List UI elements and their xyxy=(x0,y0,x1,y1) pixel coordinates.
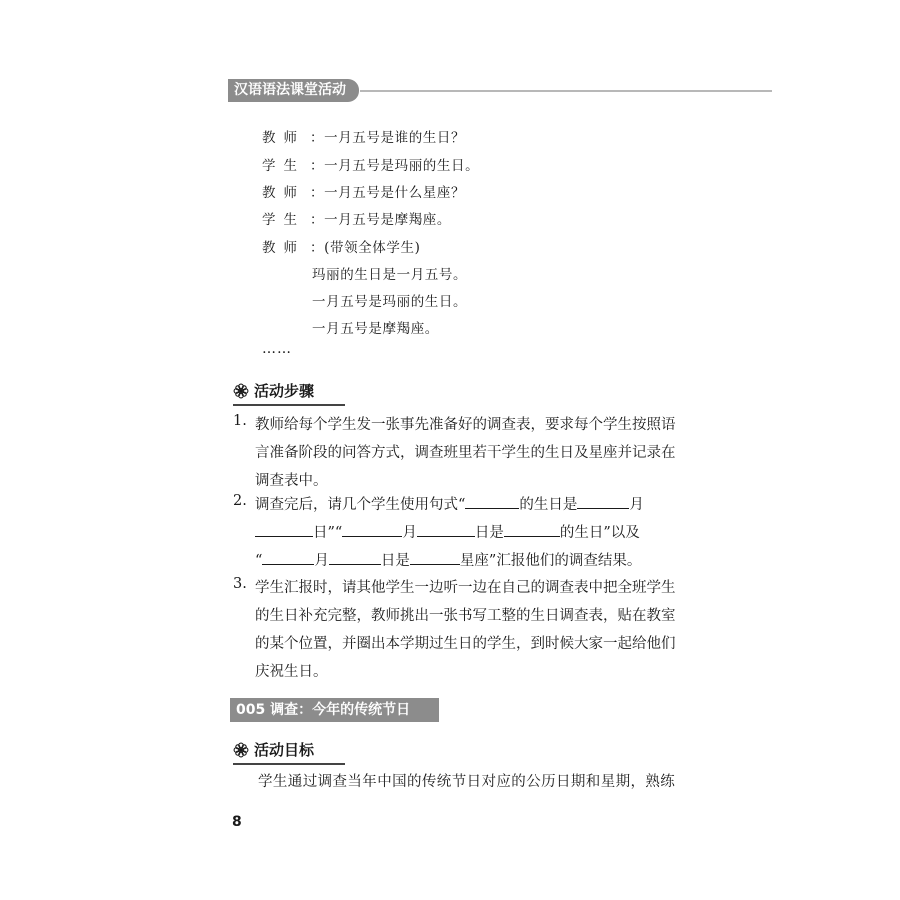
step-text: 日是 xyxy=(380,553,410,569)
dialogue-speaker: 学生 xyxy=(262,212,305,228)
activity-banner: 005 调查：今年的传统节日 xyxy=(230,698,439,722)
dialogue-text: ：一月五号是什么星座？ xyxy=(310,185,466,201)
step-line: 的生日补充完整，教师挑出一张书写工整的生日调查表，贴在教室 xyxy=(255,608,676,624)
step-line: 庆祝生日。 xyxy=(255,664,328,680)
step-line: 学生汇报时，请其他学生一边听一边在自己的调查表中把全班学生 xyxy=(255,580,676,596)
fill-blank xyxy=(465,495,519,509)
goal-paragraph: 学生通过调查当年中国的传统节日对应的公历日期和星期，熟练 xyxy=(258,774,676,790)
fill-blank xyxy=(255,523,313,537)
step-line xyxy=(255,493,644,514)
fill-blank xyxy=(329,551,381,565)
step-line: 的某个位置，并圈出本学期过生日的学生，到时候大家一起给他们 xyxy=(255,636,676,652)
dialogue-indented-line: 一月五号是玛丽的生日。 xyxy=(312,294,468,310)
step-line xyxy=(255,549,641,570)
dialogue-text: ：(带领全体学生) xyxy=(310,240,421,256)
step-line xyxy=(255,521,640,542)
fill-blank xyxy=(417,523,475,537)
fill-blank xyxy=(504,523,560,537)
step-text: 日是 xyxy=(474,525,504,541)
flower-icon xyxy=(233,383,249,399)
dialogue-speaker: 教师 xyxy=(262,240,305,256)
fill-blank xyxy=(410,551,460,565)
dialogue-indented-line: 一月五号是摩羯座。 xyxy=(312,321,439,337)
step-number: 2. xyxy=(233,493,247,509)
section-heading-goal xyxy=(233,737,345,765)
dialogue-line xyxy=(262,126,465,146)
step-text: 月 xyxy=(314,553,329,569)
step-text: 的生日”以及 xyxy=(559,525,640,541)
step-number: 3. xyxy=(233,576,247,592)
step-text: 调查完后，请几个学生使用句式“ xyxy=(255,497,466,513)
fill-blank xyxy=(262,551,314,565)
ellipsis: …… xyxy=(262,341,292,357)
step-line: 调查表中。 xyxy=(255,473,328,489)
step-text: 星座”汇报他们的调查结果。 xyxy=(459,553,642,569)
step-number: 1. xyxy=(233,413,247,429)
header-rule xyxy=(360,90,772,92)
section-heading-steps xyxy=(233,378,345,406)
dialogue-line xyxy=(262,154,479,174)
dialogue-indented-line: 玛丽的生日是一月五号。 xyxy=(312,267,468,283)
fill-blank xyxy=(342,523,402,537)
section-heading-text: 活动目标 xyxy=(254,741,315,759)
dialogue-line xyxy=(262,208,451,228)
dialogue-line xyxy=(262,236,420,256)
section-heading-text: 活动步骤 xyxy=(254,382,315,400)
flower-icon xyxy=(233,742,249,758)
dialogue-line xyxy=(262,181,465,201)
dialogue-text: ：一月五号是摩羯座。 xyxy=(310,212,451,228)
page-number: 8 xyxy=(232,814,242,830)
step-text: 的生日是 xyxy=(519,497,578,513)
step-line: 言准备阶段的问答方式，调查班里若干学生的生日及星座并记录在 xyxy=(255,445,676,461)
dialogue-speaker: 教师 xyxy=(262,185,305,201)
running-header-title: 汉语语法课堂活动 xyxy=(228,79,359,102)
step-text: 月 xyxy=(402,525,417,541)
step-text: “ xyxy=(255,553,263,569)
step-text: 日”“ xyxy=(313,525,343,541)
dialogue-speaker: 教师 xyxy=(262,130,305,146)
dialogue-speaker: 学生 xyxy=(262,158,305,174)
dialogue-text: ：一月五号是谁的生日？ xyxy=(310,130,466,146)
step-text: 月 xyxy=(629,497,644,513)
step-line: 教师给每个学生发一张事先准备好的调查表，要求每个学生按照语 xyxy=(255,417,676,433)
dialogue-text: ：一月五号是玛丽的生日。 xyxy=(310,158,480,174)
fill-blank xyxy=(577,495,629,509)
